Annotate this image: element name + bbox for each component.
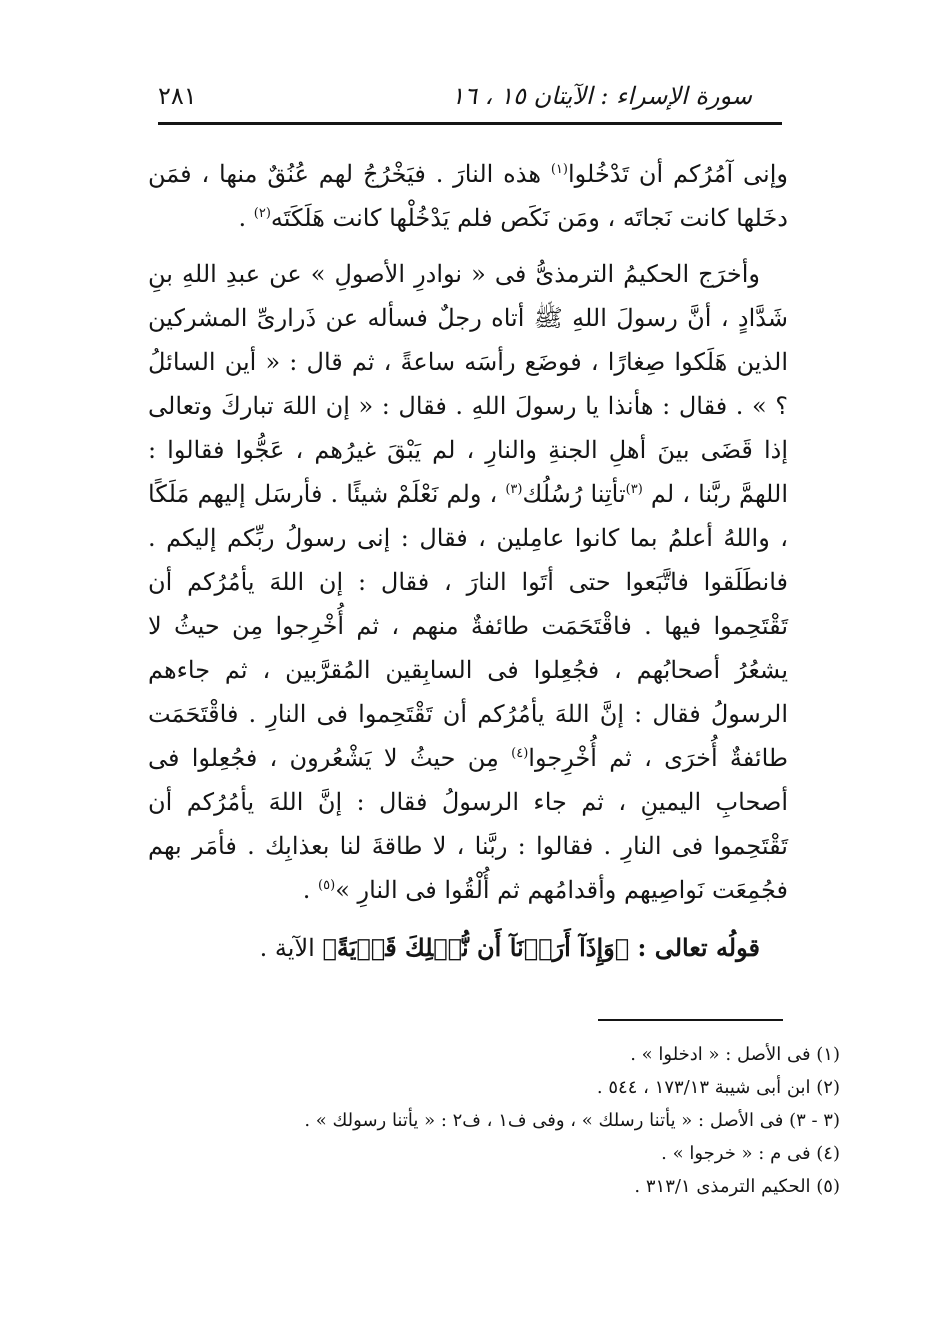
chapter-title: سورة الإسراء : الآيتان ١٥ ، ١٦: [451, 82, 752, 110]
text-run: تأتِنا رُسُلُك: [522, 480, 626, 508]
text-run: .: [238, 204, 254, 232]
footnote-3: (٣ - ٣) فى الأصل : « يأتنا رسلك » ، وفى ف١ ، ف٢ : « يأتنا رسولك » .: [304, 1110, 840, 1131]
footnote-ref-2: (٢): [253, 206, 271, 221]
paragraph-1: [148, 152, 788, 240]
footnote-5: (٥) الحكيم الترمذى ٣١٣/١ .: [634, 1176, 840, 1197]
verse-tail: الآية .: [259, 934, 323, 962]
footnotes: [240, 1038, 840, 1203]
text-run: وإنى آمُرُكم أن تَدْخُلوا: [567, 160, 788, 188]
text-run: .: [302, 876, 319, 904]
footnote-4: (٤) فى م : « خرجوا » .: [661, 1143, 840, 1164]
main-text: [148, 152, 788, 970]
verse-label: قولُه تعالى :: [629, 933, 760, 962]
verse-heading: [148, 926, 788, 970]
text-run: وأخرَج الحكيمُ الترمذىُّ فى « نوادرِ الأصولِ » عن عبدِ اللهِ بنِ شَدَّادٍ ، أنَّ رسولَ اللهِ ﷺ أتاه رجلٌ فسأله عن ذَرارىِّ المشركين الذين هَلَكوا صِغارًا ، فوضَع رأسَه ساعةً ، ثم قال : « أين السائلُ ؟ » . فقال : هأنذا يا رسولَ اللهِ . فقال : « إن اللهَ تباركَ وتعالى إذا قَضَى بينَ أهلِ الجنةِ والنارِ ، لم يَبْقَ غيرُهم ، عَجُّوا فقالوا : اللهمَّ ربَّنا ، لم: [148, 260, 788, 508]
text-run: هذه النارَ . فيَخْرُجُ لهم عُنُقٌ منها ، فمَن دخَلها كانت نَجاتَه ، ومَن نَكَص فلم يَدْخُلْها كانت هَلَكَتَه: [148, 160, 788, 232]
paragraph-2: [148, 252, 788, 912]
footnote-ref-4: (٤): [511, 746, 529, 761]
running-header: [158, 78, 782, 118]
quran-verse: ﴿وَإِذَآ أَرَدۡنَآ أَن نُّهۡلِكَ قَرۡيَةً﴾: [322, 933, 630, 962]
footnote-2: (٢) ابن أبى شيبة ١٧٣/١٣ ، ٥٤٤ .: [596, 1077, 840, 1098]
page-number: ٢٨١: [158, 82, 197, 110]
footnote-ref-1: (١): [550, 162, 568, 177]
footnote-1: (١) فى الأصل : « ادخلوا » .: [630, 1044, 840, 1065]
footnote-separator: [598, 1019, 783, 1021]
footnote-ref-3-end: (٣): [505, 482, 523, 497]
header-rule: [158, 122, 782, 125]
text-run: ، ولم نَعْلَمْ شيئًا . فأرسَل إليهم مَلَكًا ، واللهُ أعلمُ بما كانوا عامِلين ، فقال : إنى رسولُ ربِّكم إليكم . فانطَلَقوا فاتَّبَعوا حتى أتَوا النارَ ، فقال : إن اللهَ يأمُرُكم أن تَقْتَحِموا فيها . فاقْتَحَمَت طائفةٌ منهم ، ثم أُخْرِجوا مِن حيثُ لا يشعُرُ أصحابُهم ، فجُعِلوا فى السابِقين المُقرَّبين ، ثم جاءهم الرسولُ فقال : إنَّ اللهَ يأمُرُكم أن تَقْتَحِموا فى النارِ . فاقْتَحَمَت طائفةٌ أُخرَى ، ثم أُخْرِجوا: [148, 480, 788, 772]
footnote-ref-3-start: (٣): [625, 482, 643, 497]
footnote-ref-5: (٥): [318, 878, 336, 893]
text-run: مِن حيثُ لا يَشْعُرون ، فجُعِلوا فى أصحابِ اليمينِ ، ثم جاء الرسولُ فقال : إنَّ اللهَ يأمُرُكم أن تَقْتَحِموا فى النارِ . فقالوا : ربَّنا ، لا طاقةَ لنا بعذابِك . فأمَر بهم فجُمِعَت نَواصِيهم وأقدامُهم ثم أُلْقُوا فى النارِ »: [148, 744, 788, 904]
